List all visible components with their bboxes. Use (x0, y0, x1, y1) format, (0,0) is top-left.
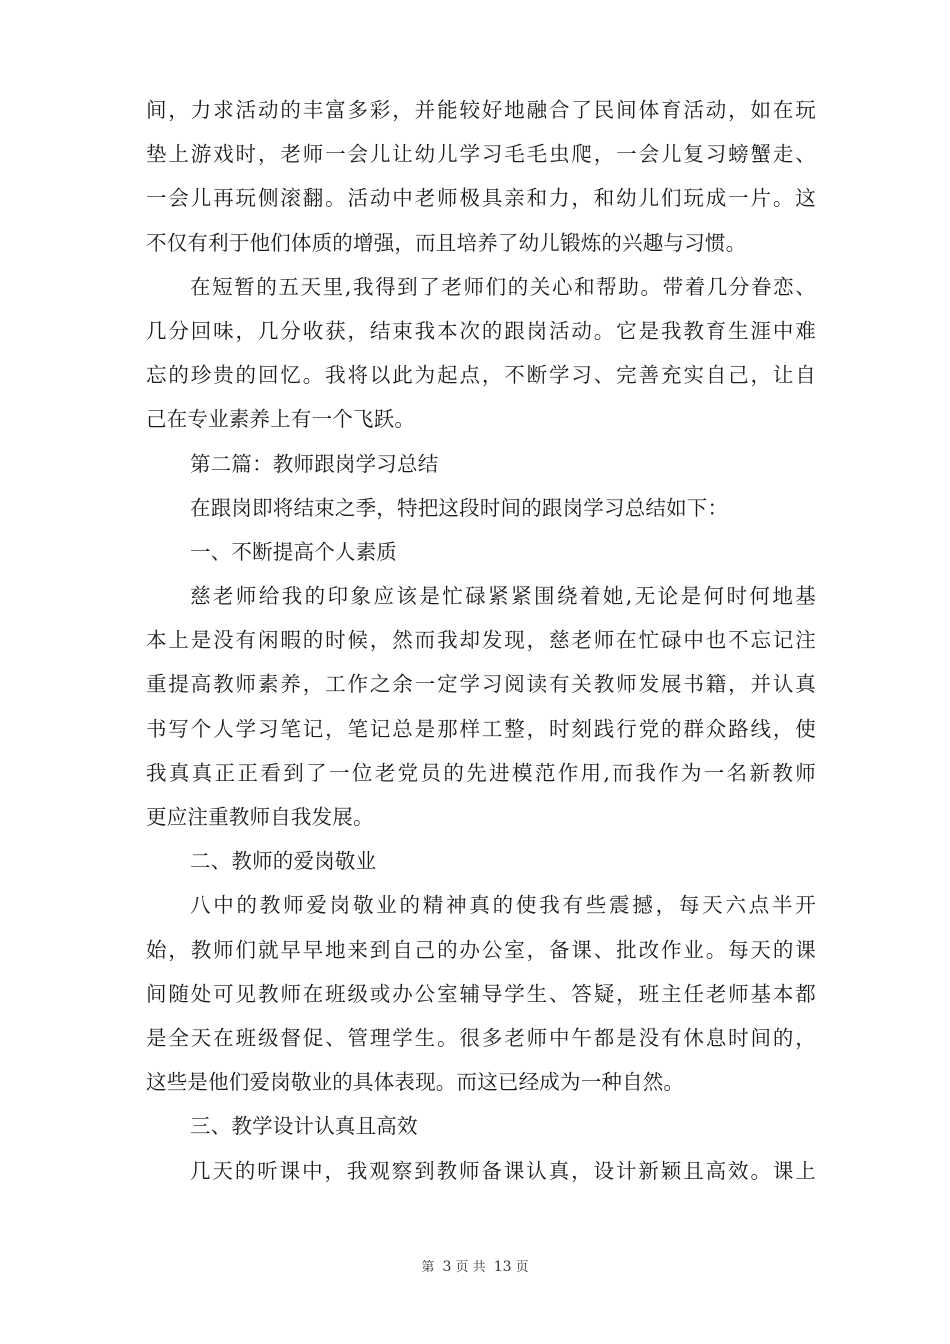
page-footer (0, 1256, 950, 1275)
text-line: 几天的听课中，我观察到教师备课认真，设计新颖且高效。课上 (190, 1158, 816, 1183)
text-line: 在跟岗即将结束之季，特把这段时间的跟岗学习总结如下： (190, 495, 729, 520)
text-line: 一、不断提高个人素质 (190, 539, 397, 564)
footer-prefix: 第 (421, 1260, 435, 1275)
text-line: 第二篇：教师跟岗学习总结 (190, 451, 439, 476)
text-line: 一会儿再玩侧滚翻。活动中老师极具亲和力，和幼儿们玩成一片。这 (146, 186, 816, 211)
text-line: 始，教师们就早早地来到自己的办公室，备课、批改作业。每天的课 (146, 937, 816, 962)
text-line: 是全天在班级督促、管理学生。很多老师中午都是没有休息时间的， (146, 1025, 816, 1050)
text-line: 几分回味，几分收获，结束我本次的跟岗活动。它是我教育生涯中难 (146, 318, 816, 343)
text-line: 书写个人学习笔记，笔记总是那样工整，时刻践行党的群众路线，使 (146, 716, 816, 741)
footer-page-number: 3 (442, 1259, 452, 1275)
text-line: 在短暂的五天里,我得到了老师们的关心和帮助。带着几分眷恋、 (190, 274, 816, 299)
document-body (146, 88, 816, 1193)
text-line: 忘的珍贵的回忆。我将以此为起点，不断学习、完善充实自己，让自 (146, 363, 816, 388)
text-line: 己在专业素养上有一个飞跃。 (146, 407, 416, 432)
footer-middle: 页 共 (455, 1260, 486, 1275)
text-line: 垫上游戏时，老师一会儿让幼儿学习毛毛虫爬，一会儿复习螃蟹走、 (146, 142, 816, 167)
text-line: 更应注重教师自我发展。 (146, 805, 374, 829)
text-line: 三、教学设计认真且高效 (190, 1114, 418, 1139)
text-line: 间，力求活动的丰富多彩，并能较好地融合了民间体育活动，如在玩 (146, 98, 816, 122)
text-line: 本上是没有闲暇的时候，然而我却发现，慈老师在忙碌中也不忘记注 (146, 628, 816, 653)
footer-suffix: 页 (515, 1260, 529, 1275)
text-line: 这些是他们爱岗敬业的具体表现。而这已经成为一种自然。 (146, 1070, 685, 1095)
text-line: 重提高教师素养，工作之余一定学习阅读有关教师发展书籍，并认真 (146, 672, 816, 697)
text-line: 不仅有利于他们体质的增强，而且培养了幼儿锻炼的兴趣与习惯。 (146, 230, 747, 255)
footer-total-pages: 13 (493, 1259, 512, 1275)
text-line: 二、教师的爱岗敬业 (190, 849, 377, 874)
text-line: 我真真正正看到了一位老党员的先进模范作用,而我作为一名新教师 (146, 760, 816, 785)
text-line: 慈老师给我的印象应该是忙碌紧紧围绕着她,无论是何时何地基 (190, 584, 816, 609)
text-line: 八中的教师爱岗敬业的精神真的使我有些震撼，每天六点半开 (190, 893, 816, 918)
text-line: 间随处可见教师在班级或办公室辅导学生、答疑，班主任老师基本都 (146, 981, 816, 1006)
